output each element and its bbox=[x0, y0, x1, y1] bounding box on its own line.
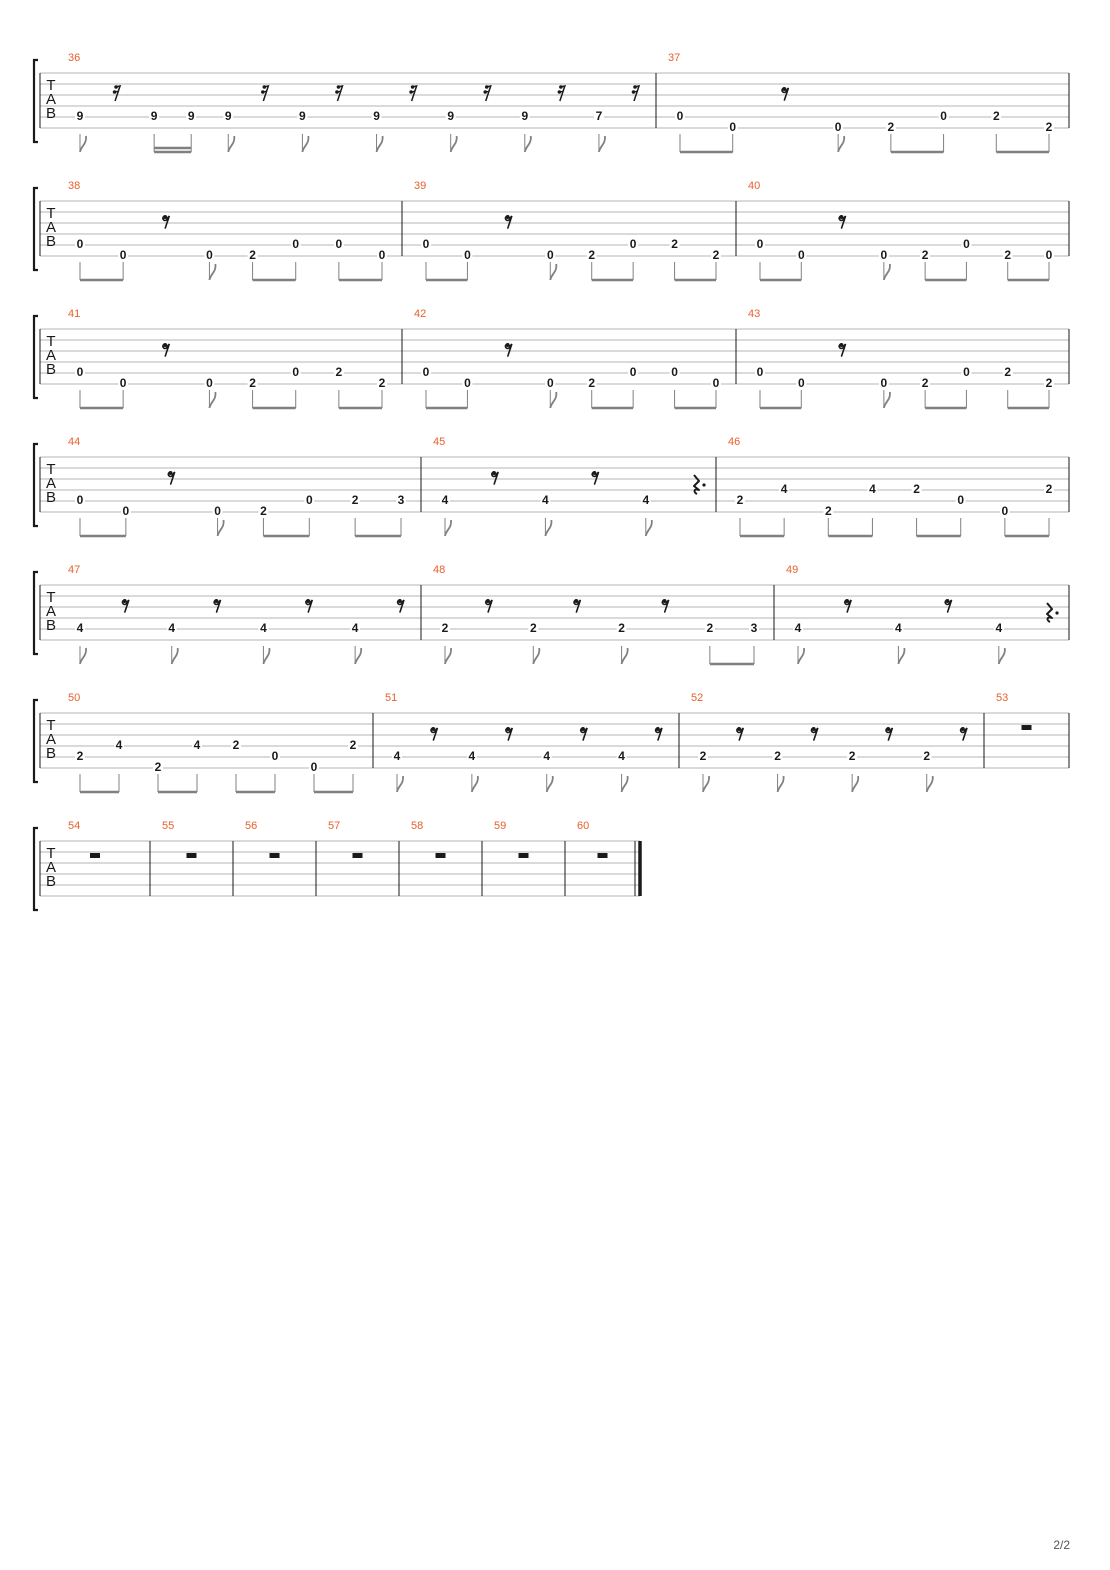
measure-number: 51 bbox=[385, 692, 398, 704]
tab-clef-letter: B bbox=[45, 105, 57, 122]
measure-number: 57 bbox=[328, 820, 341, 832]
fret-number: 2 bbox=[588, 376, 596, 390]
fret-number: 2 bbox=[260, 504, 267, 518]
fret-number: 2 bbox=[1004, 365, 1012, 379]
fret-number: 4 bbox=[543, 749, 551, 763]
fret-number: 0 bbox=[206, 248, 213, 262]
measure-number: 37 bbox=[668, 52, 681, 64]
fret-number: 0 bbox=[676, 109, 684, 123]
fret-number: 9 bbox=[447, 109, 455, 123]
fret-number: 4 bbox=[780, 482, 788, 496]
fret-number: 9 bbox=[521, 109, 529, 123]
tab-clef-letter: A bbox=[45, 347, 57, 364]
tab-clef-letter: T bbox=[46, 589, 56, 606]
note-flag bbox=[80, 648, 86, 664]
measure-number: 36 bbox=[68, 52, 81, 64]
fret-number: 0 bbox=[305, 493, 313, 507]
fret-number: 0 bbox=[214, 504, 221, 518]
fret-number: 0 bbox=[76, 493, 84, 507]
note-flag bbox=[218, 520, 224, 536]
measure-number: 50 bbox=[68, 692, 81, 704]
fret-number: 0 bbox=[834, 120, 842, 134]
note-flag bbox=[622, 648, 628, 664]
eighth-rest-dot bbox=[839, 215, 843, 219]
measure-number: 56 bbox=[245, 820, 258, 832]
eighth-rest-dot bbox=[306, 599, 310, 603]
tab-clef-letter: T bbox=[46, 333, 56, 350]
sixteenth-rest-dot-a bbox=[485, 85, 489, 89]
tab-clef-letter: T bbox=[46, 205, 56, 222]
eighth-rest-dot bbox=[886, 727, 890, 731]
note-flag bbox=[884, 392, 890, 408]
fret-number: 2 bbox=[441, 621, 449, 635]
fret-number: 4 bbox=[895, 621, 902, 635]
eighth-rest-dot bbox=[581, 727, 585, 731]
whole-rest bbox=[270, 853, 280, 858]
fret-number: 0 bbox=[76, 365, 84, 379]
fret-number: 0 bbox=[629, 365, 637, 379]
sixteenth-rest-dot-a bbox=[633, 85, 637, 89]
whole-rest bbox=[187, 853, 197, 858]
system-bracket bbox=[34, 700, 38, 782]
note-flag bbox=[703, 776, 709, 792]
fret-number: 0 bbox=[671, 365, 678, 379]
note-flag bbox=[599, 136, 605, 152]
fret-number: 4 bbox=[794, 621, 802, 635]
fret-number: 0 bbox=[880, 376, 888, 390]
measure-number: 39 bbox=[414, 180, 427, 192]
sixteenth-rest-dot-a bbox=[263, 85, 267, 89]
tab-clef-letter: B bbox=[45, 361, 57, 378]
fret-number: 0 bbox=[464, 248, 471, 262]
measure-number: 40 bbox=[748, 180, 761, 192]
rest-dot bbox=[702, 483, 705, 486]
note-flag bbox=[838, 136, 844, 152]
sixteenth-rest-flag bbox=[337, 91, 341, 92]
measure-number: 52 bbox=[691, 692, 704, 704]
note-flag bbox=[209, 264, 215, 280]
eighth-rest-dot bbox=[656, 727, 660, 731]
fret-number: 0 bbox=[797, 248, 805, 262]
note-flag bbox=[852, 776, 858, 792]
tab-clef-letter: T bbox=[46, 461, 56, 478]
eighth-rest-dot bbox=[592, 471, 596, 475]
eighth-rest-dot bbox=[839, 343, 843, 347]
sixteenth-rest-dot-a bbox=[411, 85, 415, 89]
fret-number: 2 bbox=[249, 248, 256, 262]
fret-number: 2 bbox=[335, 365, 343, 379]
tab-clef-letter: T bbox=[46, 77, 56, 94]
fret-number: 0 bbox=[464, 376, 471, 390]
fret-number: 2 bbox=[921, 248, 929, 262]
fret-number: 2 bbox=[992, 109, 1000, 123]
tab-clef-letter: A bbox=[45, 603, 57, 620]
measure-number: 44 bbox=[68, 436, 81, 448]
fret-number: 2 bbox=[699, 749, 707, 763]
fret-number: 2 bbox=[529, 621, 537, 635]
fret-number: 4 bbox=[542, 493, 549, 507]
note-flag bbox=[172, 648, 178, 664]
sixteenth-rest-dot-a bbox=[559, 85, 563, 89]
fret-number: 2 bbox=[923, 749, 931, 763]
eighth-rest-dot bbox=[506, 215, 510, 219]
fret-number: 0 bbox=[292, 365, 300, 379]
fret-number: 0 bbox=[797, 376, 805, 390]
fret-number: 0 bbox=[1001, 504, 1009, 518]
whole-rest bbox=[519, 853, 529, 858]
tab-clef-letter: A bbox=[45, 475, 57, 492]
eighth-rest-dot bbox=[123, 599, 127, 603]
fret-number: 4 bbox=[441, 493, 449, 507]
sixteenth-rest-flag bbox=[412, 91, 416, 92]
fret-number: 2 bbox=[921, 376, 929, 390]
system-bracket bbox=[34, 60, 38, 142]
measure-number: 45 bbox=[433, 436, 446, 448]
fret-number: 0 bbox=[292, 237, 300, 251]
fret-number: 7 bbox=[595, 109, 603, 123]
tab-clef-letter: B bbox=[45, 489, 57, 506]
fret-number: 0 bbox=[756, 365, 764, 379]
fret-number: 4 bbox=[995, 621, 1003, 635]
eighth-rest-dot bbox=[163, 215, 167, 219]
note-flag bbox=[778, 776, 784, 792]
note-flag bbox=[547, 776, 553, 792]
fret-number: 2 bbox=[774, 749, 781, 763]
fret-number: 0 bbox=[271, 749, 279, 763]
note-flag bbox=[355, 648, 361, 664]
note-flag bbox=[545, 520, 551, 536]
note-flag bbox=[999, 648, 1005, 664]
measure-number: 42 bbox=[414, 308, 427, 320]
fret-number: 9 bbox=[224, 109, 232, 123]
fret-number: 4 bbox=[618, 749, 625, 763]
sixteenth-rest-flag bbox=[115, 91, 119, 92]
eighth-rest-dot bbox=[574, 599, 578, 603]
fret-number: 2 bbox=[1045, 376, 1053, 390]
tab-clef-letter: B bbox=[45, 873, 57, 890]
fret-number: 0 bbox=[206, 376, 213, 390]
tab-clef-letter: A bbox=[45, 731, 57, 748]
tab-clef-letter: T bbox=[46, 845, 56, 862]
fret-number: 2 bbox=[378, 376, 386, 390]
fret-number: 3 bbox=[750, 621, 758, 635]
fret-number: 0 bbox=[546, 376, 554, 390]
eighth-rest-dot bbox=[506, 727, 510, 731]
sixteenth-rest-flag bbox=[263, 91, 267, 92]
tab-clef-letter: A bbox=[45, 859, 57, 876]
note-flag bbox=[80, 136, 86, 152]
measure-number: 55 bbox=[162, 820, 175, 832]
tab-clef-letter: T bbox=[46, 717, 56, 734]
fret-number: 2 bbox=[712, 248, 720, 262]
fret-number: 0 bbox=[712, 376, 720, 390]
measure-number: 54 bbox=[68, 820, 81, 832]
fret-number: 0 bbox=[940, 109, 947, 123]
sixteenth-rest-flag bbox=[560, 91, 564, 92]
fret-number: 0 bbox=[378, 248, 386, 262]
note-flag bbox=[451, 136, 457, 152]
fret-number: 2 bbox=[824, 504, 832, 518]
fret-number: 2 bbox=[848, 749, 856, 763]
fret-number: 9 bbox=[299, 109, 306, 123]
fret-number: 0 bbox=[422, 237, 430, 251]
sixteenth-rest-dot-a bbox=[114, 85, 118, 89]
fret-number: 0 bbox=[546, 248, 554, 262]
eighth-rest-dot bbox=[163, 343, 167, 347]
fret-number: 9 bbox=[373, 109, 380, 123]
fret-number: 2 bbox=[154, 760, 162, 774]
whole-rest bbox=[90, 853, 100, 858]
fret-number: 2 bbox=[1045, 482, 1053, 496]
note-flag bbox=[445, 520, 451, 536]
measure-number: 41 bbox=[68, 308, 81, 320]
fret-number: 4 bbox=[642, 493, 650, 507]
eighth-rest-dot bbox=[169, 471, 173, 475]
eighth-rest-dot bbox=[945, 599, 949, 603]
measure-number: 38 bbox=[68, 180, 81, 192]
whole-rest bbox=[598, 853, 608, 858]
fret-number: 2 bbox=[76, 749, 84, 763]
note-flag bbox=[927, 776, 933, 792]
eighth-rest-dot bbox=[431, 727, 435, 731]
fret-number: 0 bbox=[1045, 248, 1053, 262]
fret-number: 0 bbox=[880, 248, 888, 262]
note-flag bbox=[884, 264, 890, 280]
fret-number: 2 bbox=[736, 493, 744, 507]
fret-number: 2 bbox=[671, 237, 678, 251]
eighth-rest-dot bbox=[663, 599, 667, 603]
fret-number: 2 bbox=[706, 621, 714, 635]
fret-number: 4 bbox=[168, 621, 176, 635]
system-bracket bbox=[34, 572, 38, 654]
note-flag bbox=[550, 392, 556, 408]
note-flag bbox=[622, 776, 628, 792]
fret-number: 2 bbox=[351, 493, 359, 507]
eighth-rest-dot bbox=[398, 599, 402, 603]
fret-number: 2 bbox=[349, 738, 357, 752]
quarter-rest bbox=[1047, 603, 1052, 622]
note-flag bbox=[228, 136, 234, 152]
fret-number: 0 bbox=[963, 237, 970, 251]
sixteenth-rest-flag bbox=[486, 91, 490, 92]
fret-number: 0 bbox=[76, 237, 84, 251]
fret-number: 0 bbox=[119, 248, 127, 262]
tab-clef-letter: A bbox=[45, 91, 57, 108]
fret-number: 0 bbox=[122, 504, 130, 518]
fret-number: 2 bbox=[887, 120, 895, 134]
measure-number: 53 bbox=[996, 692, 1009, 704]
eighth-rest-dot bbox=[486, 599, 490, 603]
eighth-rest-dot bbox=[845, 599, 849, 603]
fret-number: 9 bbox=[76, 109, 84, 123]
sixteenth-rest-dot-a bbox=[337, 85, 341, 89]
fret-number: 2 bbox=[232, 738, 240, 752]
eighth-rest-dot bbox=[506, 343, 510, 347]
fret-number: 0 bbox=[729, 120, 737, 134]
fret-number: 2 bbox=[913, 482, 920, 496]
fret-number: 2 bbox=[249, 376, 256, 390]
note-flag bbox=[302, 136, 308, 152]
measure-number: 59 bbox=[494, 820, 507, 832]
system-bracket bbox=[34, 316, 38, 398]
measure-number: 43 bbox=[748, 308, 761, 320]
rest-dot bbox=[1055, 611, 1058, 614]
fret-number: 0 bbox=[756, 237, 764, 251]
fret-number: 0 bbox=[119, 376, 127, 390]
fret-number: 0 bbox=[310, 760, 318, 774]
measure-number: 48 bbox=[433, 564, 446, 576]
system-bracket bbox=[34, 444, 38, 526]
fret-number: 4 bbox=[193, 738, 201, 752]
note-flag bbox=[525, 136, 531, 152]
eighth-rest-dot bbox=[737, 727, 741, 731]
quarter-rest bbox=[694, 475, 699, 494]
eighth-rest-dot bbox=[961, 727, 965, 731]
sixteenth-rest-flag bbox=[634, 91, 638, 92]
note-flag bbox=[898, 648, 904, 664]
fret-number: 3 bbox=[397, 493, 405, 507]
note-flag bbox=[798, 648, 804, 664]
note-flag bbox=[263, 648, 269, 664]
note-flag bbox=[646, 520, 652, 536]
fret-number: 2 bbox=[1045, 120, 1053, 134]
measure-number: 60 bbox=[577, 820, 590, 832]
fret-number: 0 bbox=[422, 365, 430, 379]
fret-number: 0 bbox=[629, 237, 637, 251]
fret-number: 0 bbox=[963, 365, 970, 379]
fret-number: 2 bbox=[588, 248, 596, 262]
measure-number: 47 bbox=[68, 564, 81, 576]
tab-clef-letter: B bbox=[45, 233, 57, 250]
eighth-rest-dot bbox=[782, 87, 786, 91]
eighth-rest-dot bbox=[214, 599, 218, 603]
note-flag bbox=[445, 648, 451, 664]
fret-number: 2 bbox=[618, 621, 625, 635]
tab-clef-letter: B bbox=[45, 745, 57, 762]
fret-number: 4 bbox=[351, 621, 359, 635]
fret-number: 9 bbox=[187, 109, 195, 123]
fret-number: 9 bbox=[150, 109, 158, 123]
note-flag bbox=[377, 136, 383, 152]
whole-rest bbox=[1022, 725, 1032, 730]
eighth-rest-dot bbox=[812, 727, 816, 731]
fret-number: 4 bbox=[260, 621, 267, 635]
tab-clef-letter: B bbox=[45, 617, 57, 634]
measure-number: 58 bbox=[411, 820, 424, 832]
note-flag bbox=[533, 648, 539, 664]
measure-number: 49 bbox=[786, 564, 799, 576]
measure-number: 46 bbox=[728, 436, 741, 448]
fret-number: 0 bbox=[957, 493, 965, 507]
whole-rest bbox=[353, 853, 363, 858]
note-flag bbox=[397, 776, 403, 792]
note-flag bbox=[209, 392, 215, 408]
fret-number: 4 bbox=[869, 482, 876, 496]
fret-number: 4 bbox=[468, 749, 476, 763]
tab-clef-letter: A bbox=[45, 219, 57, 236]
eighth-rest-dot bbox=[492, 471, 496, 475]
fret-number: 4 bbox=[393, 749, 401, 763]
note-flag bbox=[472, 776, 478, 792]
fret-number: 4 bbox=[76, 621, 84, 635]
note-flag bbox=[550, 264, 556, 280]
system-bracket bbox=[34, 828, 38, 910]
fret-number: 2 bbox=[1004, 248, 1012, 262]
system-bracket bbox=[34, 188, 38, 270]
whole-rest bbox=[436, 853, 446, 858]
page-number: 2/2 bbox=[1053, 1538, 1070, 1552]
fret-number: 0 bbox=[335, 237, 343, 251]
fret-number: 4 bbox=[115, 738, 123, 752]
